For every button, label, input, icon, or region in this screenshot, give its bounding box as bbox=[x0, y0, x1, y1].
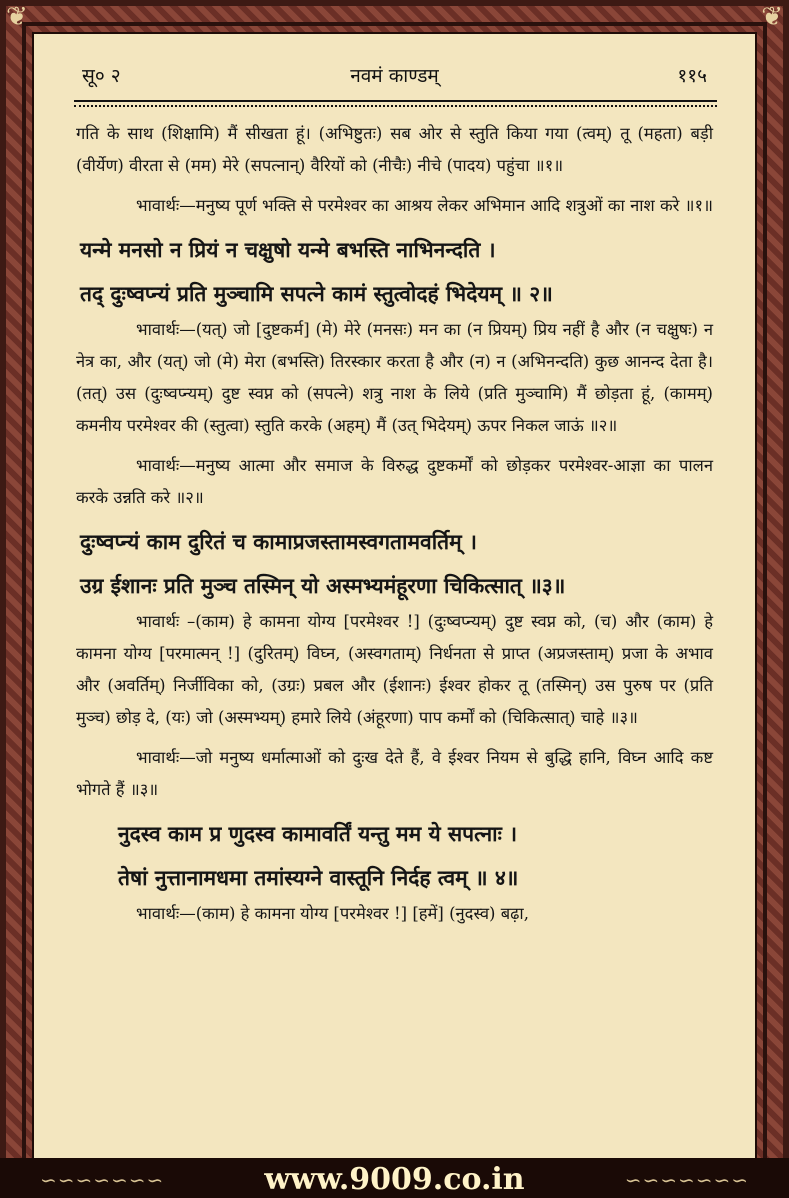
footer-ornament-icon: ∽∽∽∽∽∽∽ bbox=[40, 1168, 165, 1192]
commentary-paragraph: भावार्थः—मनुष्य आत्मा और समाज के विरुद्ध दुष्टकर्मों को छोड़कर परमेश्वर-आज्ञा का पालन करके उन्नति करे ॥२॥ bbox=[76, 456, 713, 507]
corner-ornament-icon: ❦ bbox=[6, 2, 28, 32]
page-number: ११५ bbox=[677, 65, 707, 87]
header-rule bbox=[74, 100, 717, 107]
commentary-paragraph: भावार्थः –(काम) हे कामना योग्य [परमेश्वर !] (दुःष्वप्न्यम्) दुष्ट स्वप्न को, (च) और (काम) हे कामना योग्य [परमात्मन् !] (दुरितम्) विघ्न, (अस्वगताम्) निर्धनता से प्राप्त (अप्रजस्ताम्) प्रजा के अभाव और (अवर्तिम्) निर्जीविका को, (उग्रः) प्रबल और (ईशानः) ईश्वर होकर तू (तस्मिन्) उस पुरुष पर (प्रति मुञ्च) छोड़ दे, (यः) जो (अस्मभ्यम्) हमारे लिये (अंहूरणा) पाप कर्मों को (चिकित्सात्) चाहे ॥३॥ bbox=[76, 612, 713, 727]
mantra-verse: तेषां नुत्तानामधमा तमांस्यग्ने वास्तूनि निर्दह त्वम् ॥ ४॥ bbox=[118, 865, 519, 890]
mantra-verse: नुदस्व काम प्र णुदस्व कामावर्तिं यन्तु मम ये सपत्नाः । bbox=[118, 821, 518, 846]
mantra-verse: उग्र ईशानः प्रति मुञ्च तस्मिन् यो अस्मभ्यमंहूरणा चिकित्सात् ॥३॥ bbox=[80, 573, 566, 598]
footer-bar bbox=[0, 1158, 789, 1198]
mantra-verse: दुःष्वप्न्यं काम दुरितं च कामाप्रजस्तामस्वगतामवर्तिम् । bbox=[80, 529, 477, 554]
footer-ornament-icon: ∽∽∽∽∽∽∽ bbox=[624, 1168, 749, 1192]
page-body bbox=[76, 118, 713, 938]
commentary-paragraph: भावार्थः—(काम) हे कामना योग्य [परमेश्वर !] [हमें] (नुदस्व) बढ़ा, bbox=[136, 904, 529, 923]
commentary-paragraph: भावार्थः—मनुष्य पूर्ण भक्ति से परमेश्वर का आश्रय लेकर अभिमान आदि शत्रुओं का नाश करे ॥१॥ bbox=[136, 196, 713, 215]
book-page bbox=[32, 32, 757, 1160]
mantra-verse: तद् दुःष्वप्न्यं प्रति मुञ्चामि सपत्ने कामं स्तुत्वोदहं भिदेयम् ॥ २॥ bbox=[80, 281, 553, 306]
commentary-paragraph: भावार्थः—(यत्) जो [दुष्टकर्म] (मे) मेरे (मनसः) मन का (न प्रियम्) प्रिय नहीं है और (न चक्षुषः) न नेत्र का, और (यत्) जो (मे) मेरा (बभस्ति) तिरस्कार करता है और (न) न (अभिनन्दति) कुछ आनन्द देता है। (तत्) उस (दुःष्वप्न्यम्) दुष्ट स्वप्न को (सपत्ने) शत्रु नाश के लिये (प्रति मुञ्चामि) मैं छोड़ता हूं, (कामम्) कमनीय परमेश्वर की (स्तुत्वा) स्तुति करके (अहम्) मैं (उत् भिदेयम्) ऊपर निकल जाऊं ॥२॥ bbox=[76, 320, 713, 435]
website-url: www.9009.co.in bbox=[264, 1162, 525, 1197]
mantra-verse: यन्मे मनसो न प्रियं न चक्षुषो यन्मे बभस्ति नाभिनन्दति । bbox=[80, 237, 496, 262]
corner-ornament-icon: ❦ bbox=[761, 2, 783, 32]
page-header bbox=[82, 62, 707, 96]
commentary-paragraph: भावार्थः—जो मनुष्य धर्मात्माओं को दुःख देते हैं, वे ईश्वर नियम से बुद्धि हानि, विघ्न आदि कष्ट भोगते हैं ॥३॥ bbox=[76, 748, 713, 799]
commentary-paragraph: गति के साथ (शिक्षामि) मैं सीखता हूं। (अभिष्टुतः) सब ओर से स्तुति किया गया (त्वम्) तू (महता) बड़ी (वीर्येण) वीरता से (मम) मेरे (सपत्नान्) वैरियों को (नीचैः) नीचे (पादय) पहुंचा ॥१॥ bbox=[76, 124, 713, 175]
sukta-number: सू० २ bbox=[82, 65, 121, 87]
kanda-title: नवमं काण्डम् bbox=[350, 65, 439, 87]
